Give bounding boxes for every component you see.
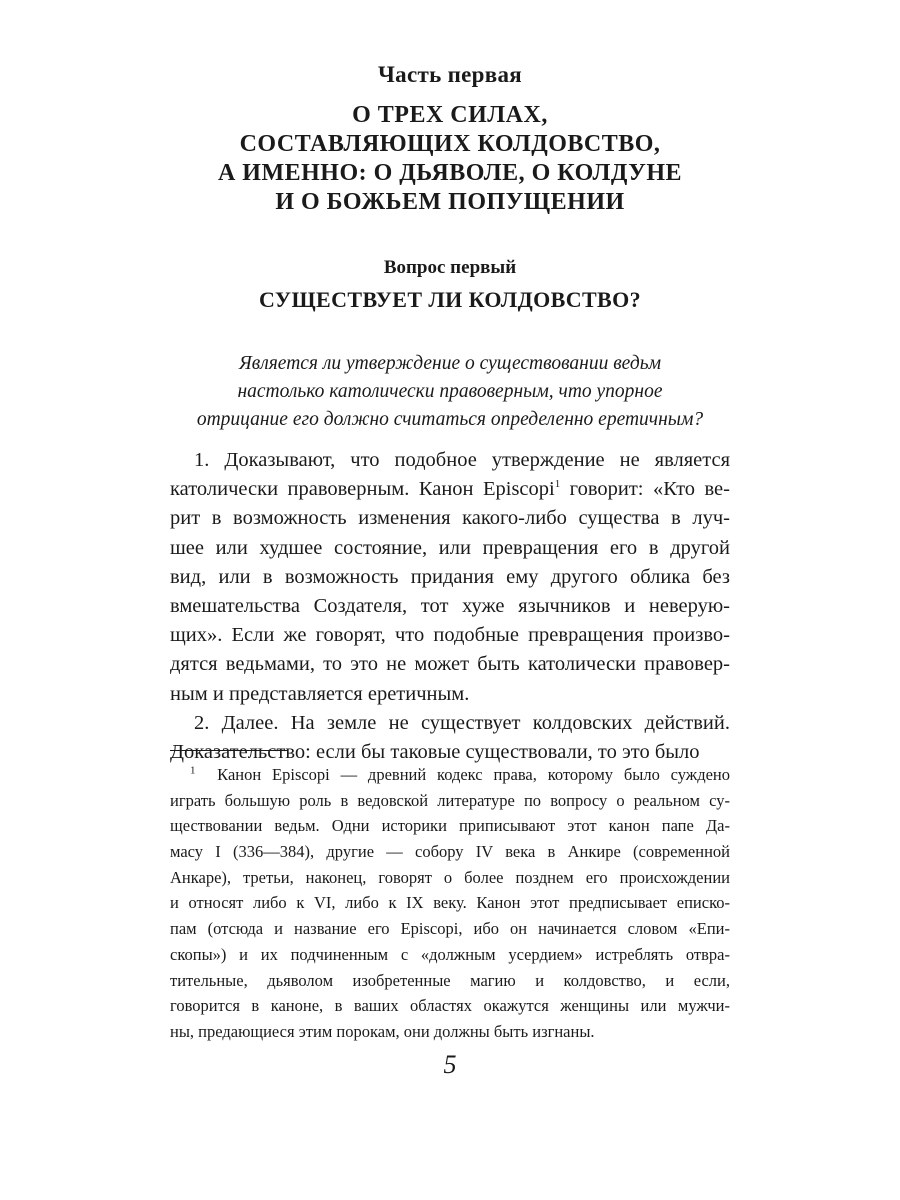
body-line: шее или худшее состояние, или превращения его в другой	[170, 536, 730, 559]
part-title-line: О ТРЕХ СИЛАХ,	[352, 102, 548, 128]
body-line: 2. Далее. На земле не существует колдовских действий.	[194, 711, 730, 734]
body-text	[170, 446, 730, 767]
footnote	[170, 762, 730, 1045]
epigraph-line: Является ли утверждение о существовании ведьм	[238, 353, 662, 374]
footnote-reference: 1	[554, 478, 561, 491]
footnote-divider	[170, 750, 288, 751]
body-line: Доказательство: если бы таковые существовали, то это было	[170, 740, 700, 763]
epigraph-line: отрицание его должно считаться определенно еретичным?	[196, 409, 704, 430]
question-label: Вопрос первый	[383, 257, 517, 278]
footnote-line-text: Канон Episcopi — древний кодекс права, которому было суждено	[217, 765, 730, 784]
body-line: ным и представляется еретичным.	[170, 682, 470, 705]
footnote-line: масу I (336—384), другие — собору IV века в Анкире (современной	[170, 842, 730, 862]
part-title-line: СОСТАВЛЯЮЩИХ КОЛДОВСТВО,	[239, 131, 661, 157]
body-line: щих». Если же говорят, что подобные превращения произво-	[170, 624, 730, 647]
part-title-line: И О БОЖЬЕМ ПОПУЩЕНИИ	[275, 189, 625, 215]
part-label: Часть первая	[377, 62, 522, 87]
footnote-line: Анкаре), третьи, наконец, говорят о более позднем его происхождении	[170, 867, 730, 887]
footnote-line	[170, 762, 730, 788]
part-title-line: А ИМЕННО: О ДЬЯВОЛЕ, О КОЛДУНЕ	[217, 160, 683, 186]
body-line: вмешательства Создателя, тот хуже язычников и неверую-	[170, 594, 730, 617]
body-line: дятся ведьмами, то это не может быть католически правовер-	[170, 653, 730, 676]
question-title: СУЩЕСТВУЕТ ЛИ КОЛДОВСТВО?	[258, 287, 642, 312]
footnote-line: ществовании ведьм. Одни историки приписывают этот канон папе Да-	[170, 816, 730, 836]
body-line-start: католически правоверным. Канон Episcopi	[170, 478, 555, 501]
body-line	[170, 475, 730, 504]
body-line: вид, или в возможность придания ему другого облика без	[170, 565, 730, 588]
footnote-line: пам (отсюда и название его Episcopi, ибо он начинается словом «Епи-	[170, 919, 730, 939]
body-line-end: говорит: «Кто ве-	[560, 478, 730, 501]
page-number: 5	[443, 1050, 457, 1079]
epigraph-line: настолько католически правоверным, что упорное	[237, 381, 663, 402]
body-line: 1. Доказывают, что подобное утверждение не является	[194, 449, 730, 471]
footnote-marker: 1	[190, 764, 196, 777]
footnote-line: тительные, дьяволом изобретенные магию и колдовство, и если,	[170, 970, 730, 990]
footnote-line: скопы») и их подчиненным с «должным усердием» истреблять отвра-	[170, 944, 730, 964]
part-title	[170, 101, 730, 217]
footnote-line: говорится в каноне, в ваших областях окажутся женщины или мужчи-	[170, 996, 730, 1016]
book-page	[170, 0, 730, 1200]
epigraph	[170, 350, 730, 434]
footnote-line: и относят либо к VI, либо к IX веку. Канон этот предписывает еписко-	[170, 893, 730, 913]
footnote-line: ны, предающиеся этим порокам, они должны быть изгнаны.	[170, 1021, 595, 1041]
footnote-line: играть большую роль в ведовской литературе по вопросу о реальном су-	[170, 790, 730, 810]
body-line: рит в возможность изменения какого-либо существа в луч-	[170, 507, 730, 530]
